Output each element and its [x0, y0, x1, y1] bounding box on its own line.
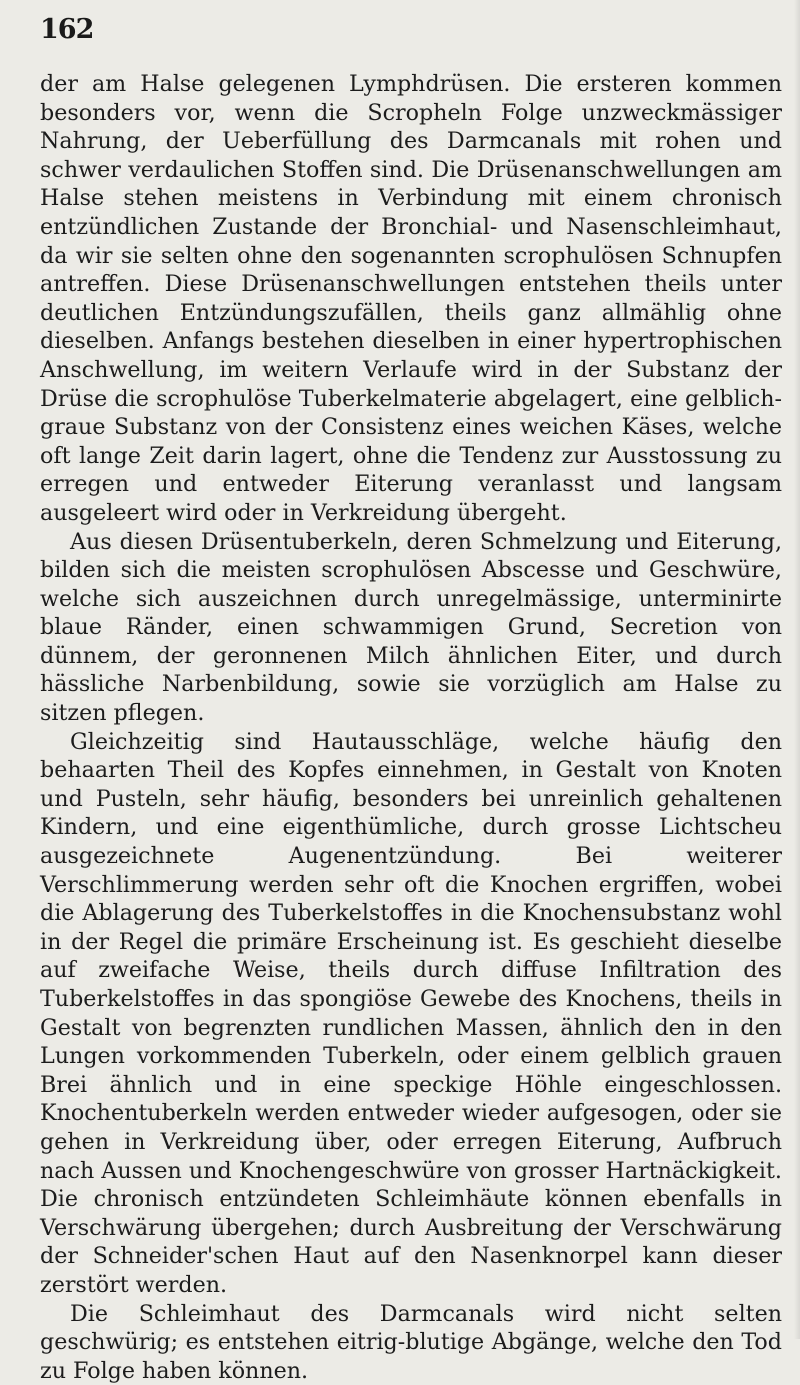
paragraph-3: Gleichzeitig sind Hautausschläge, welche häufig den behaarten Theil des Kopfes einnehmen, in Gestalt von Knoten und Pusteln, sehr häufig, besonders bei unreinlich gehaltenen Kindern, und eine eigenthümliche, durch grosse Lichtscheu ausgezeichnete Augenentzündung. Bei weiterer Verschlimmerung werden sehr oft die Knochen ergriffen, wobei die Ablagerung des Tuberkelstoffes in die Knochensubstanz wohl in der Regel die primäre Erscheinung ist. Es geschieht dieselbe auf zweifache Weise, theils durch diffuse Infiltration des Tuberkelstoffes in das spongiöse Gewebe des Knochens, theils in Gestalt von begrenzten rundlichen Massen, ähnlich den in den Lungen vorkommenden Tuberkeln, oder einem gelblich grauen Brei ähnlich und in eine speckige Höhle eingeschlossen. Knochentuberkeln werden entweder wieder aufgesogen, oder sie gehen in Verkreidung über, oder erregen Eiterung, Aufbruch nach Aussen und Knochengeschwüre von grosser Hartnäckigkeit. Die chronisch entzündeten Schleimhäute können ebenfalls in Verschwärung übergehen; durch Ausbreitung der Verschwärung der Schneider'schen Haut auf den Nasenknorpel kann dieser zerstört werden.: [40, 728, 782, 1298]
paragraph-1: der am Halse gelegenen Lymphdrüsen. Die ersteren kommen besonders vor, wenn die Scropheln Folge unzweckmässiger Nahrung, der Ueberfüllung des Darmcanals mit rohen und schwer verdaulichen Stoffen sind. Die Drüsenanschwellungen am Halse stehen meistens in Verbindung mit einem chronisch entzündlichen Zustande der Bronchial- und Nasenschleimhaut, da wir sie selten ohne den sogenannten scrophulösen Schnupfen antreffen. Diese Drüsenanschwellungen entstehen theils unter deutlichen Entzündungszufällen, theils ganz allmählig ohne dieselben. Anfangs bestehen dieselben in einer hypertrophischen Anschwellung, im weitern Verlaufe wird in der Substanz der Drüse die scrophulöse Tuberkelmaterie abgelagert, eine gelblich-graue Substanz von der Consistenz eines weichen Käses, welche oft lange Zeit darin lagert, ohne die Tendenz zur Ausstossung zu erregen und entweder Eiterung veranlasst und langsam ausgeleert wird oder in Verkreidung übergeht.: [40, 71, 782, 526]
page-edge-shadow: [794, 0, 800, 1339]
body-text: [40, 70, 782, 1385]
paragraph-2: Aus diesen Drüsentuberkeln, deren Schmelzung und Eiterung, bilden sich die meisten scrophulösen Abscesse und Geschwüre, welche sich auszeichnen durch unregelmässige, unterminirte blaue Ränder, einen schwammigen Grund, Secretion von dünnem, der geronnenen Milch ähnlichen Eiter, und durch hässliche Narbenbildung, sowie sie vorzüglich am Halse zu sitzen pflegen.: [40, 528, 782, 727]
page-number: 162: [40, 14, 94, 45]
paragraph-4: Die Schleimhaut des Darmcanals wird nicht selten geschwürig; es entstehen eitrig-blutige Abgänge, welche den Tod zu Folge haben können.: [40, 1300, 782, 1384]
